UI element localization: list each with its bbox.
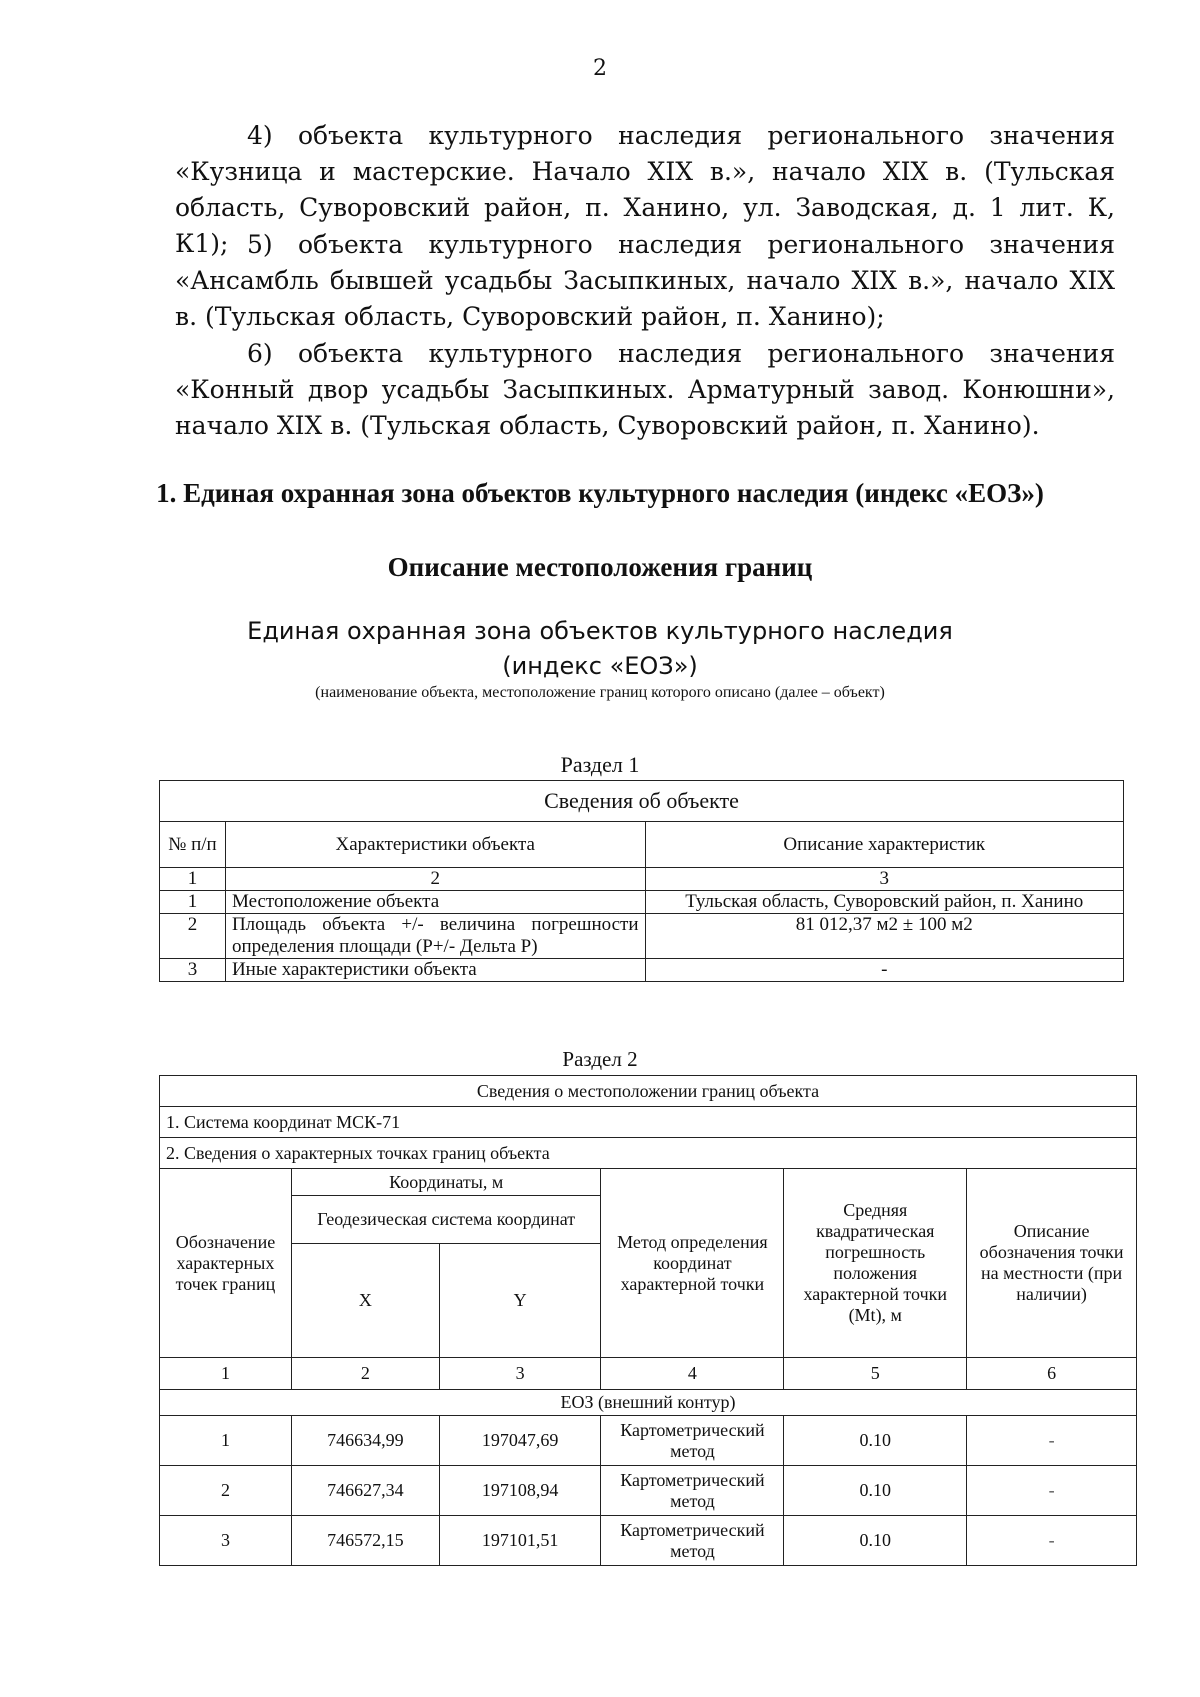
contour-label: ЕОЗ (внешний контур) [160, 1390, 1137, 1416]
table2-caption: Сведения о местоположении границ объекта [160, 1076, 1137, 1107]
table-row [160, 1466, 1137, 1516]
object-info-table [159, 780, 1124, 982]
section2-title: Раздел 2 [562, 1047, 638, 1071]
point-error: 0.10 [784, 1416, 967, 1466]
section-heading: 1. Единая охранная зона объектов культурного наследия (индекс «ЕОЗ») [156, 478, 1044, 508]
point-number: 1 [160, 1416, 292, 1466]
point-error: 0.10 [784, 1466, 967, 1516]
point-error: 0.10 [784, 1516, 967, 1566]
subsection-heading: Описание местоположения границ [387, 552, 813, 582]
point-number: 3 [160, 1516, 292, 1566]
table-row [160, 959, 1124, 982]
header-coords: Координаты, м [291, 1169, 601, 1196]
header-method: Метод определения координат характерной точки [601, 1169, 784, 1358]
header-num: № п/п [160, 822, 226, 868]
point-method: Картометрический метод [601, 1466, 784, 1516]
object-name-line1: Единая охранная зона объектов культурного наследия [247, 617, 953, 645]
point-x: 746627,34 [291, 1466, 439, 1516]
row-num: 2 [160, 914, 226, 959]
header-designation: Обозначение характерных точек границ [160, 1169, 292, 1358]
header-x: X [291, 1244, 439, 1358]
table-row [160, 1516, 1137, 1566]
header-description: Описание характеристик [645, 822, 1123, 868]
points-caption: 2. Сведения о характерных точках границ объекта [160, 1138, 1137, 1169]
table-row [160, 891, 1124, 914]
object-note: (наименование объекта, местоположение границ которого описано (далее – объект) [315, 684, 885, 701]
object-name-line2: (индекс «ЕОЗ») [502, 652, 698, 680]
point-method: Картометрический метод [601, 1516, 784, 1566]
point-description: - [967, 1516, 1137, 1566]
header-point-description: Описание обозначения точки на местности (при наличии) [967, 1169, 1137, 1358]
row-description: Тульская область, Суворовский район, п. Ханино [645, 891, 1123, 914]
paragraph-item-5: 5) объекта культурного наследия регионального значения «Ансамбль бывшей усадьбы Засыпкиных, начало XIX в.», начало XIX в. (Тульская область, Суворовский район, п. Ханино); [175, 230, 1115, 331]
header-y: Y [439, 1244, 601, 1358]
row-description: 81 012,37 м2 ± 100 м2 [645, 914, 1123, 959]
colnum: 4 [601, 1358, 784, 1390]
colnum: 3 [645, 868, 1123, 891]
paragraph-item-4: 4) объекта культурного наследия регионального значения «Кузница и мастерские. Начало XIX в.», начало XIX в. (Тульская область, Суворовский район, п. Ханино, ул. Заводская, д. 1 лит. К, К1); [175, 121, 1115, 258]
header-geo-system: Геодезическая система координат [291, 1196, 601, 1244]
point-y: 197047,69 [439, 1416, 601, 1466]
colnum: 5 [784, 1358, 967, 1390]
point-x: 746634,99 [291, 1416, 439, 1466]
table-row [160, 1416, 1137, 1466]
point-y: 197108,94 [439, 1466, 601, 1516]
row-num: 3 [160, 959, 226, 982]
point-method: Картометрический метод [601, 1416, 784, 1466]
header-error: Средняя квадратическая погрешность положения характерной точки (Mt), м [784, 1169, 967, 1358]
colnum: 6 [967, 1358, 1137, 1390]
point-x: 746572,15 [291, 1516, 439, 1566]
colnum: 3 [439, 1358, 601, 1390]
point-description: - [967, 1416, 1137, 1466]
colnum: 2 [225, 868, 645, 891]
point-number: 2 [160, 1466, 292, 1516]
table-row [160, 914, 1124, 959]
section1-title: Раздел 1 [560, 752, 640, 777]
point-description: - [967, 1466, 1137, 1516]
row-characteristic: Площадь объекта +/- величина погрешности определения площади (Р+/- Дельта Р) [225, 914, 645, 959]
colnum: 2 [291, 1358, 439, 1390]
table1-caption: Сведения об объекте [160, 781, 1124, 822]
object-name [0, 614, 1200, 684]
header-characteristics: Характеристики объекта [225, 822, 645, 868]
coordinate-system: 1. Система координат МСК-71 [160, 1107, 1137, 1138]
paragraph-item-6: 6) объекта культурного наследия регионального значения «Конный двор усадьбы Засыпкиных. Арматурный завод. Конюшни», начало XIX в. (Тульская область, Суворовский район, п. Ханино). [175, 339, 1115, 440]
point-y: 197101,51 [439, 1516, 601, 1566]
colnum: 1 [160, 1358, 292, 1390]
row-characteristic: Иные характеристики объекта [225, 959, 645, 982]
boundary-points-table [159, 1075, 1137, 1566]
row-characteristic: Местоположение объекта [225, 891, 645, 914]
page-number: 2 [593, 56, 607, 81]
row-num: 1 [160, 891, 226, 914]
colnum: 1 [160, 868, 226, 891]
row-description: - [645, 959, 1123, 982]
